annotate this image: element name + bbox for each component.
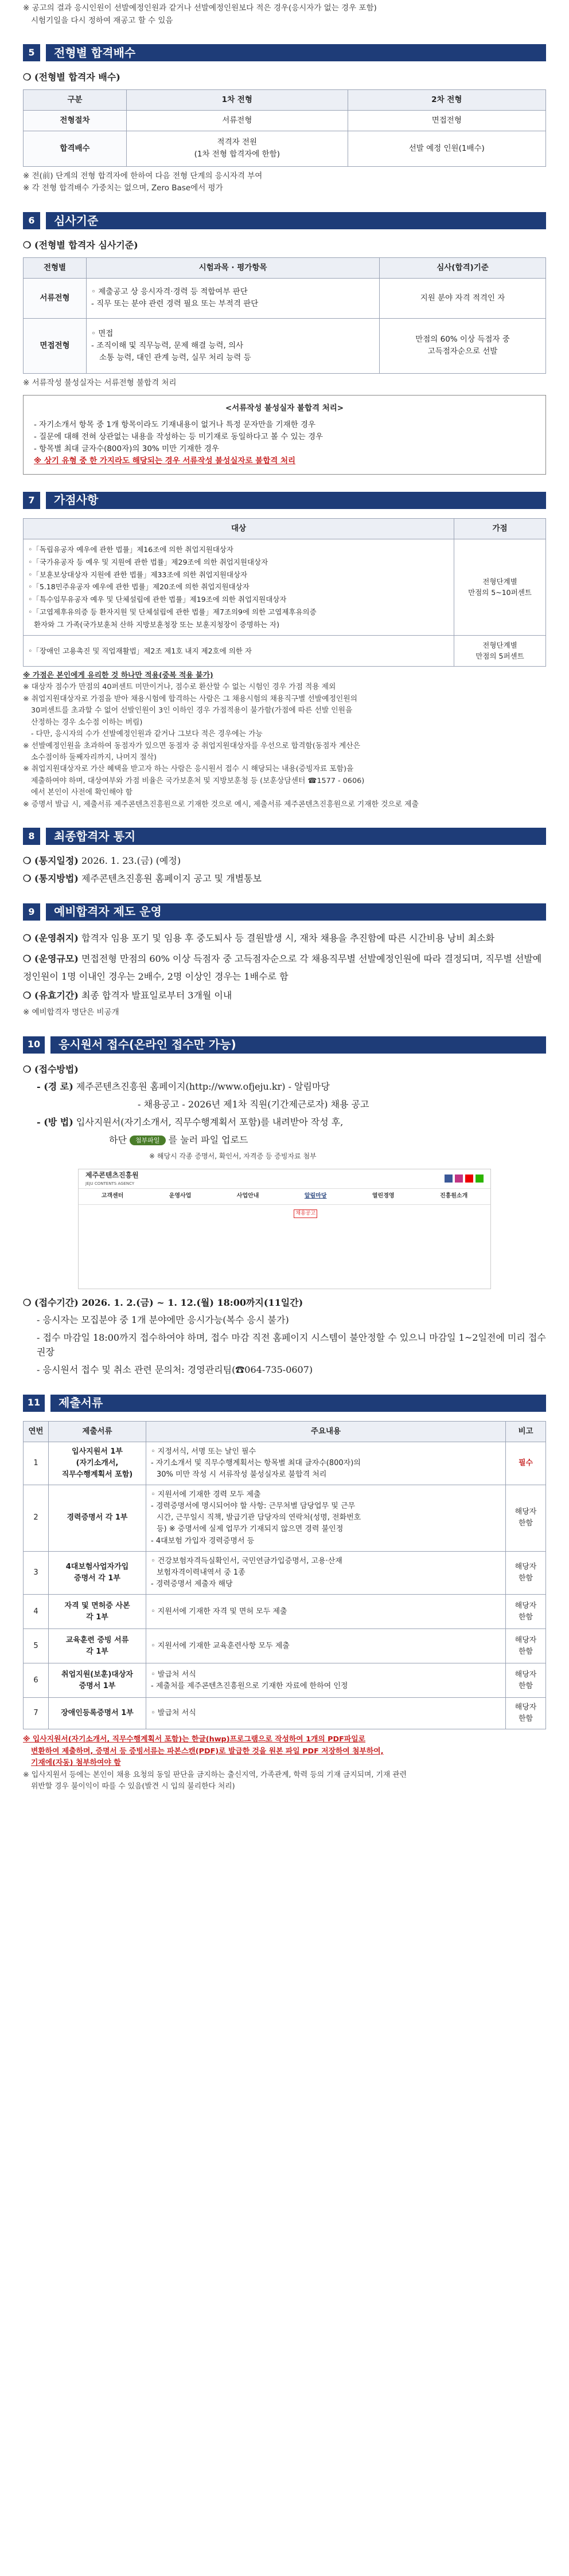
note-line: ※ 가점은 본인에게 유리한 것 하나만 적용(중복 적용 불가): [23, 671, 213, 680]
cell: [87, 318, 380, 373]
apply-route-2: - 채용공고 - 2026년 제1차 직원(기간제근로자) 채용 공고: [138, 1099, 369, 1110]
facebook-icon: [445, 1175, 453, 1183]
item-text: 를 눌러 파일 업로드: [165, 1134, 248, 1145]
submenu-col: [294, 1209, 342, 1219]
desc-line: ◦ 지정서식, 서명 또는 날인 필수: [151, 1447, 256, 1456]
section-6-note: [23, 377, 546, 390]
item-label: ❍ (접수방법): [23, 1063, 79, 1075]
desc-line: ◦ 지원서에 기재한 경력 모두 제출: [151, 1490, 261, 1500]
reserve-scale: [23, 950, 546, 985]
cell: 선발 예정 인원(1배수): [348, 131, 545, 166]
desc-line: 시간, 근무일시 직책, 발급기관 담당자의 연락처(성명, 전화번호: [157, 1513, 361, 1522]
doc-name: 4대보험사업자가입 증명서 각 1부: [49, 1551, 146, 1594]
section-8-header: [23, 828, 546, 845]
section-5-notes: [23, 170, 546, 195]
apply-method-label: [23, 1063, 546, 1077]
desc-line: - 자기소개서 및 직무수행계획서는 항목별 최대 글자수(800자)의: [151, 1458, 361, 1467]
cell-line: 소통 능력, 대인 관계 능력, 실무 처리 능력 등: [99, 353, 251, 362]
item-label: ❍ (유효기간): [23, 990, 79, 1001]
desc-line: ◦ 지원서에 기재한 교육훈련사항 모두 제출: [151, 1641, 290, 1650]
doc-desc: [146, 1595, 506, 1629]
box-line: - 항목별 최대 글자수(800자)의 30% 미만 기재한 경우: [34, 444, 219, 454]
row-label: 서류전형: [24, 278, 87, 318]
cell-line: - 조직이해 및 직무능력, 문제 해결 능력, 의사: [91, 340, 244, 350]
cell: 지원 분야 자격 적격인 자: [380, 278, 546, 318]
note-line: ※ 대상자 점수가 만점의 40퍼센트 미만이거나, 점수로 환산할 수 없는 시험인 경우 가점 적용 제외: [23, 683, 336, 692]
cell: [87, 278, 380, 318]
section-6-subtitle: ❍ (전형별 합격자 심사기준): [23, 240, 138, 251]
doc-remark: 해당자 한함: [506, 1663, 546, 1698]
intro-note-2: 시험기일을 다시 정하여 재공고 할 수 있음: [31, 15, 173, 25]
item-text: 합격자 임용 포기 및 임용 후 중도퇴사 등 결원발생 시, 재차 채용을 추진함에 따른 시간비용 낭비 최소화: [78, 932, 495, 944]
nav-item[interactable]: 진흥원소개: [439, 1193, 468, 1200]
desc-line: - 4대보험 가입자 경력증명서 등: [151, 1536, 255, 1545]
doc-desc: [146, 1663, 506, 1698]
doc-number: 5: [24, 1629, 49, 1663]
note-line: ※ 예비합격자 명단은 비공개: [23, 1007, 119, 1017]
submenu-col: [361, 1209, 409, 1219]
doc-remark: 필수: [506, 1442, 546, 1485]
instagram-icon: [455, 1175, 463, 1183]
section-6-title: 심사기준: [44, 212, 546, 229]
table-header: 연번: [24, 1421, 49, 1442]
note-line: 에서 본인이 사전에 확인해야 함: [31, 788, 132, 797]
row-label: 전형절차: [24, 110, 127, 131]
note-line: ※ 선발예정인원을 초과하여 동점자가 있으면 동점자 중 취업지원대상자를 우선으로 합격함(동점자 계산은: [23, 741, 360, 750]
section-5-subtitle: ❍ (전형별 합격자 배수): [23, 72, 120, 83]
table-header: 대상: [24, 518, 454, 539]
nav-item[interactable]: 사업안내: [236, 1193, 259, 1200]
apply-how-2: [23, 1133, 546, 1148]
row-label: 합격배수: [24, 131, 127, 166]
pass-multiplier-table: [23, 89, 546, 167]
logo-text: 제주콘텐츠진흥원: [85, 1171, 139, 1180]
item-text: 면접전형 만점의 60% 이상 득점자 중 고득점자순으로 각 채용직무별 선발예정인원에 따라 결정되며, 직무별 선발예정인원이 1명 이내인 경우는 2배수, 2명 이상인 경우는 1배수로 함: [23, 953, 542, 982]
section-7-notes: [23, 670, 546, 811]
cell: 서류전형: [127, 110, 348, 131]
period-item: - 응시자는 모집분야 중 1개 분야에만 응시가능(복수 응시 불가): [37, 1314, 289, 1326]
doc-name: 입사지원서 1부 (자기소개서, 직무수행계획서 포함): [49, 1442, 146, 1485]
nav-item[interactable]: 열린경영: [372, 1193, 395, 1200]
mock-nav: [79, 1189, 490, 1205]
table-header: 심사(합격)기준: [380, 257, 546, 278]
doc-name: 장애인등록증명서 1부: [49, 1698, 146, 1729]
item-text: 입사지원서(자기소개서, 직무수행계획서 포함)를 내려받아 작성 후,: [73, 1116, 344, 1128]
submenu-col: [159, 1209, 208, 1219]
desc-line: - 제출처를 제주콘텐츠진흥원으로 기재한 자료에 한하여 인정: [151, 1681, 348, 1690]
desc-line: - 경력증명서 제출자 해당: [151, 1580, 233, 1588]
item-label: ❍ (운영규모): [23, 953, 79, 965]
desc-line: - 경력증명서에 명시되어야 할 사항: 근무처별 담당업무 및 근무: [151, 1502, 356, 1511]
item-text: 하단: [109, 1134, 130, 1145]
cell-line: ◦「고엽제후유의증 등 환자지원 및 단체설립에 관한 법률」제7조의9에 의한 고엽제후유의증: [28, 608, 317, 617]
table-row: [24, 1629, 546, 1663]
intro-note-1: ※ 공고의 결과 응시인원이 선발예정인원과 같거나 선발예정인원보다 적은 경우(응시자가 없는 경우 포함): [23, 3, 377, 13]
section-6-number: 6: [23, 212, 40, 229]
blog-icon: [476, 1175, 484, 1183]
note-line: 기재에(자동) 첨부하여야 함: [31, 1759, 121, 1768]
table-row: [24, 278, 546, 318]
youtube-icon: [465, 1175, 473, 1183]
website-screenshot: [78, 1169, 491, 1289]
box-line: - 자기소개서 항목 중 1개 항목이라도 기재내용이 없거나 특정 문자만을 기재한 경우: [34, 420, 316, 430]
desc-line: ◦ 지원서에 기재한 자격 및 면허 모두 제출: [151, 1607, 287, 1616]
table-header: 1차 전형: [127, 89, 348, 110]
notify-method: [23, 872, 546, 886]
desc-line: 등) ※ 증명서에 실제 업무가 기재되지 않으면 경력 불인정: [157, 1525, 344, 1534]
doc-desc: [146, 1485, 506, 1552]
section-11-number: 11: [23, 1395, 45, 1412]
note-line: ※ 전(前) 단계의 전형 합격자에 한하여 다음 전형 단계의 응시자격 부여: [23, 171, 263, 181]
attach-file-button[interactable]: 첨부파일: [130, 1136, 166, 1145]
criteria-table: [23, 257, 546, 374]
table-row: [24, 1551, 546, 1594]
cell-line: ◦「독립유공자 예우에 관한 법률」제16조에 의한 취업지원대상자: [28, 545, 233, 554]
note-line: - 다만, 응시자의 수가 선발예정인원과 같거나 그보다 적은 경우에는 가능: [31, 730, 263, 739]
section-7-title: 가점사항: [44, 492, 546, 509]
section-5-number: 5: [23, 44, 40, 61]
note-line: ※ 증명서 발급 시, 제출서류 제주콘텐츠진흥원으로 기재한 것으로 예시, 제출서류 제주콘텐츠진흥원으로 기재한 것으로 제출: [23, 800, 419, 809]
table-header: 가점: [454, 518, 546, 539]
nav-item[interactable]: 운영사업: [169, 1193, 192, 1200]
desc-line: ◦ 발급처 서식: [151, 1670, 196, 1679]
doc-desc: [146, 1551, 506, 1594]
doc-remark: 해당자 한함: [506, 1595, 546, 1629]
cell-line: ◦ 면접: [91, 328, 114, 338]
nav-item-notice[interactable]: 알림마당: [304, 1193, 327, 1200]
apply-period: [23, 1296, 546, 1310]
section-8-number: 8: [23, 828, 40, 845]
doc-desc: [146, 1698, 506, 1729]
mock-logo: [85, 1170, 139, 1187]
doc-number: 7: [24, 1698, 49, 1729]
item-label: ❍ (통지일정): [23, 855, 79, 867]
item-label: ❍ (접수기간): [23, 1297, 79, 1308]
section-11-title: 제출서류: [48, 1395, 546, 1412]
section-7-number: 7: [23, 492, 40, 509]
table-header: 제출서류: [49, 1421, 146, 1442]
nav-item[interactable]: 고객센터: [101, 1193, 124, 1200]
cell: 전형단계별 만점의 5~10퍼센트: [454, 539, 546, 635]
item-label: - (경 로): [37, 1081, 73, 1093]
table-row: [24, 635, 546, 666]
item-label: ❍ (운영취지): [23, 932, 79, 944]
doc-name: 교육훈련 증빙 서류 각 1부: [49, 1629, 146, 1663]
table-row: [24, 1698, 546, 1729]
desc-line: ◦ 발급처 서식: [151, 1709, 196, 1718]
table-row: [24, 110, 546, 131]
period-item: - 접수 마감일 18:00까지 접수하여야 하며, 접수 마감 직전 홈페이지 시스템이 불안정할 수 있으니 마감일 1~2일전에 미리 접수 권장: [37, 1332, 546, 1358]
cell-line: ◦「보훈보상대상자 지원에 관한 법률」제33조에 의한 취업지원대상자: [28, 570, 248, 579]
period-item: - 응시원서 접수 및 취소 관련 문의처: 경영관리팀(☎064-735-0607): [37, 1364, 313, 1375]
desc-line: ◦ 건강보험자격득실확인서, 국민연금가입증명서, 고용·산재: [151, 1556, 342, 1565]
mock-note: ※ 해당시 각종 증명서, 확인서, 자격증 등 증빙자료 첨부: [149, 1152, 317, 1160]
section-11-header: [23, 1395, 546, 1412]
cell: ◦「장애인 고용촉진 및 직업재활법」제2조 제1호 내지 제2호에 의한 자: [24, 635, 454, 666]
section-9-title: 예비합격자 제도 운영: [44, 903, 546, 921]
table-header: 비고: [506, 1421, 546, 1442]
submenu-col: [428, 1209, 476, 1219]
section-9-note: [23, 1007, 546, 1019]
note-line: ※ 서류작성 불성실자는 서류전형 불합격 처리: [23, 378, 177, 387]
table-header: 2차 전형: [348, 89, 545, 110]
doc-number: 6: [24, 1663, 49, 1698]
table-row: [24, 1485, 546, 1552]
note-line: 산정하는 경우 소수점 이하는 버림): [31, 718, 143, 727]
table-header: 시험과목 · 평가항목: [87, 257, 380, 278]
doc-remark: 해당자 한함: [506, 1629, 546, 1663]
note-line: ※ 입사지원서 등에는 본인이 채용 요청의 동일 판단을 금지하는 출신지역, 가족관계, 학력 등의 기재 금지되며, 기재 관련: [23, 1770, 407, 1779]
reserve-purpose: [23, 930, 546, 947]
apply-how: [23, 1115, 546, 1130]
item-text: 최종 합격자 발표일로부터 3개월 이내: [78, 990, 232, 1001]
table-header: 구분: [24, 89, 127, 110]
note-line: ※ 각 전형 합격배수 가중치는 없으며, Zero Base에서 평가: [23, 183, 223, 193]
table-row: [24, 1442, 546, 1485]
section-11-notes: [23, 1734, 546, 1792]
section-9-number: 9: [23, 903, 40, 921]
table-row: [24, 1663, 546, 1698]
section-6-header: [23, 212, 546, 229]
note-line: ※ 취업지원대상자로 가점을 받아 채용시험에 합격하는 사람은 그 채용시험의 채용직구별 선발예정인원의: [23, 694, 357, 703]
item-label: - (방 법): [37, 1116, 73, 1128]
section-7-header: [23, 492, 546, 509]
note-line: 소수점이하 둘째자리까지, 나머지 절삭): [31, 753, 157, 762]
cell: 면접전형: [348, 110, 545, 131]
item-text: 제주콘텐츠진흥원 홈페이지 공고 및 개별통보: [78, 873, 262, 884]
cell: 전형단계별 만점의 5퍼센트: [454, 635, 546, 666]
table-row: [24, 131, 546, 166]
doc-name: 취업지원(보훈)대상자 증명서 1부: [49, 1663, 146, 1698]
note-line: 제출하여야 하며, 대상여부와 가점 비율은 국가보훈처 및 지방보훈청 등 (보훈상담센터 ☎1577 - 0606): [31, 776, 365, 785]
doc-number: 1: [24, 1442, 49, 1485]
doc-desc: [146, 1629, 506, 1663]
cell-line: ◦「5.18민주유공자 예우에 관한 법률」제20조에 의한 취업지원대상자: [28, 582, 250, 592]
cell: 만점의 60% 이상 득점자 중 고득점자순으로 선발: [380, 318, 546, 373]
notify-schedule: [23, 854, 546, 868]
note-line: 변환하여 제출하며, 증명서 등 증빙서류는 파본스캔(PDF)로 발급한 것을 원본 파일 PDF 저장하여 첨부하여,: [31, 1747, 384, 1756]
section-5-header: [23, 44, 546, 61]
documents-table: [23, 1421, 546, 1730]
desc-line: 30% 미만 작성 시 서류작성 불성실자로 불합격 처리: [157, 1470, 327, 1479]
cell: [24, 539, 454, 635]
doc-number: 4: [24, 1595, 49, 1629]
logo-sub: JEJU CONTENTS AGENCY: [85, 1181, 135, 1187]
cell: 적격자 전원 (1차 전형 합격자에 한함): [127, 131, 348, 166]
note-line: 30퍼센트를 초과할 수 없어 선발인원이 3인 이하인 경우 가점적용이 불가함(가점에 따른 선발 인원을: [31, 706, 353, 715]
section-10-header: [23, 1036, 546, 1054]
item-text: 제주콘텐츠진흥원 홈페이지(http://www.ofjeju.kr) - 알림마당: [73, 1081, 330, 1093]
cell-line: ◦「특수임무유공자 예우 및 단체설립에 관한 법률」제19조에 의한 취업지원대상자: [28, 595, 287, 604]
section-5-title: 전형별 합격배수: [44, 44, 546, 61]
item-text: 2026. 1. 23.(금) (예정): [78, 855, 181, 867]
submenu-col: [227, 1209, 275, 1219]
insincere-applicant-box: [23, 395, 546, 475]
section-10-title: 응시원서 접수(온라인 접수만 가능): [48, 1036, 546, 1054]
table-header: 주요내용: [146, 1421, 506, 1442]
cell-line: ◦ 제출공고 상 응시자격·경력 등 적합여부 판단: [91, 287, 248, 297]
doc-name: 경력증명서 각 1부: [49, 1485, 146, 1552]
submenu-col: [92, 1209, 141, 1219]
note-line: ※ 입사지원서(자기소개서, 직무수행계획서 포함)는 한글(hwp)프로그램으로 작성하여 1개의 PDF파일로: [23, 1735, 366, 1744]
section-8-title: 최종합격자 통지: [44, 828, 546, 845]
note-line: 위반할 경우 불이익이 따를 수 있음(발견 시 입의 불리한다 처리): [31, 1782, 235, 1791]
recruit-link-highlight[interactable]: 채용공고: [294, 1209, 317, 1219]
apply-route: [23, 1080, 546, 1094]
mock-header: [79, 1169, 490, 1189]
box-title: <서류작성 불성실자 불합격 처리>: [225, 404, 344, 413]
mock-submenu: [79, 1205, 490, 1223]
bonus-points-table: [23, 518, 546, 667]
doc-number: 3: [24, 1551, 49, 1594]
cell-line: 환자와 그 가족(국가보훈처 산하 지방보훈청장 또는 보훈지청장이 증명하는 자): [34, 620, 279, 629]
table-row: [24, 318, 546, 373]
doc-remark: 해당자 한함: [506, 1698, 546, 1729]
box-warning: ※ 상기 유형 중 한 가지라도 해당되는 경우 서류작성 불성실자로 불합격 처리: [34, 456, 296, 466]
box-line: - 질문에 대해 전혀 상관없는 내용을 작성하는 등 미기재로 동일하다고 볼 수 있는 경우: [34, 432, 324, 442]
table-row: [24, 539, 546, 635]
doc-number: 2: [24, 1485, 49, 1552]
doc-remark: 해당자 한함: [506, 1551, 546, 1594]
table-header: 전형별: [24, 257, 87, 278]
reserve-validity: [23, 989, 546, 1003]
item-label: ❍ (통지방법): [23, 873, 79, 884]
cell-line: ◦「국가유공자 등 예우 및 지원에 관한 법률」제29조에 의한 취업지원대상자: [28, 557, 268, 566]
doc-remark: 해당자 한함: [506, 1485, 546, 1552]
item-text: 2026. 1. 2.(금) ~ 1. 12.(월) 18:00까지(11일간): [78, 1297, 303, 1308]
cell-line: - 직무 또는 분야 관련 경력 필요 또는 부적격 판단: [91, 299, 259, 309]
section-10-number: 10: [23, 1036, 45, 1054]
note-line: ※ 취업지원대상자로 가산 혜택을 받고자 하는 사람은 응시원서 접수 시 해당되는 내용(증빙자료 포함)을: [23, 765, 354, 774]
row-label: 면접전형: [24, 318, 87, 373]
intro-notes: [23, 0, 546, 27]
table-row: [24, 1595, 546, 1629]
doc-desc: [146, 1442, 506, 1485]
desc-line: 보험자격이력내역서 중 1종: [157, 1568, 245, 1577]
section-9-header: [23, 903, 546, 921]
doc-name: 자격 및 면허증 사본 각 1부: [49, 1595, 146, 1629]
mock-social-icons: [445, 1175, 484, 1183]
